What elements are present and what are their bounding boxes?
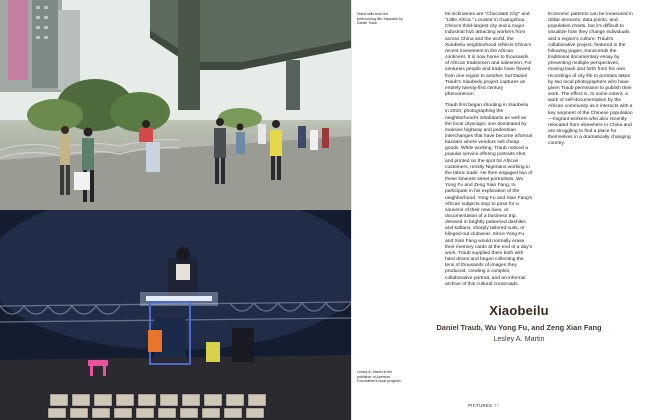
photo-caption: Video stills from the forthcoming film Xiaobeilu by Daniel Traub (357, 12, 403, 26)
night-vendor-illustration (0, 210, 351, 420)
page-folio (468, 403, 499, 408)
folio-section: PICTURES (468, 403, 493, 408)
body-column-2 (548, 12, 636, 152)
body-column-1 (445, 12, 533, 293)
page-gutter (351, 0, 352, 420)
body-paragraph: Economic patterns can be measured in dollar amounts, data points, and population charts, but it's difficult to visualize how they change individuals and a region's culture. Traub's collaborative project, featured in the following pages, transcends the traditional documentary essay by presenting multiple perspectives, moving back and forth from his own recordings of city life to portraits taken by two local photographers who have given Traub permission to publish their work. The effect is, to some extent, a work of self-documentation by the African community as it interacts with a key segment of the Chinese population—migrant workers who also recently relocated from elsewhere in China and are struggling to find a place for themselves in a dramatically changing country. (548, 12, 633, 147)
street-scene-photo (0, 0, 351, 210)
body-paragraph: Its nicknames are "Chocolate City" and "Little Africa." Located in Guangzhou, China's third-largest city and a major industrial hub attracting workers from across China and the world, the Xiaobeilu neighborhood reflects China's recent investment in the African continent. It is now home to thousands of African tradesmen and salesmen. For centuries people and trade have flowed from one region to another, but Daniel Traub's Xiaobeilu project captures an entirely twenty-first century phenomenon. (445, 12, 532, 98)
night-vendor-photo (0, 210, 351, 420)
street-scene-illustration (0, 0, 351, 210)
article-title: Xiaobeilu (489, 303, 549, 318)
article-editor: Lesley A. Martin (493, 334, 545, 343)
body-paragraph: Traub first began shooting in Xiaobeilu in 2010, photographing the neighborhood's inhabitants as well as the local cityscape, one dominated by massive highway and pedestrian interchanges that have become informal bazaars where vendors sell cheap goods. While working, Traub noticed a popular service offering portraits shot and printed on the spot for African customers, mostly Nigerians working in the fabric trade. He then engaged two of these itinerant street portraitists, Wu Yong Fu and Zeng Xian Fang, to participate in his exploration of the neighborhood. Yong Fu and Xian Fang's African subjects stop to pose for a souvenir of their new lives, or documentation of a business trip, dressed in brightly patterned dashikis and kaftans, sharply tailored suits, or blinged-out clubwear. Since Yong Fu and Xian Fang would normally erase their memory cards at the end of a day's work, Traub supplied them both with hard drives and began collecting the tens of thousands of images they produced, creating a complex, collaborative portrait, and an informal archive of this cultural crossroads. (445, 103, 533, 287)
author-bio: Lesley A. Martin is the publisher of Aperture Foundation's book program. (357, 370, 402, 384)
article-authors: Daniel Traub, Wu Yong Fu, and Zeng Xian Fang (436, 323, 602, 332)
folio-page-number: 77 (493, 403, 500, 408)
